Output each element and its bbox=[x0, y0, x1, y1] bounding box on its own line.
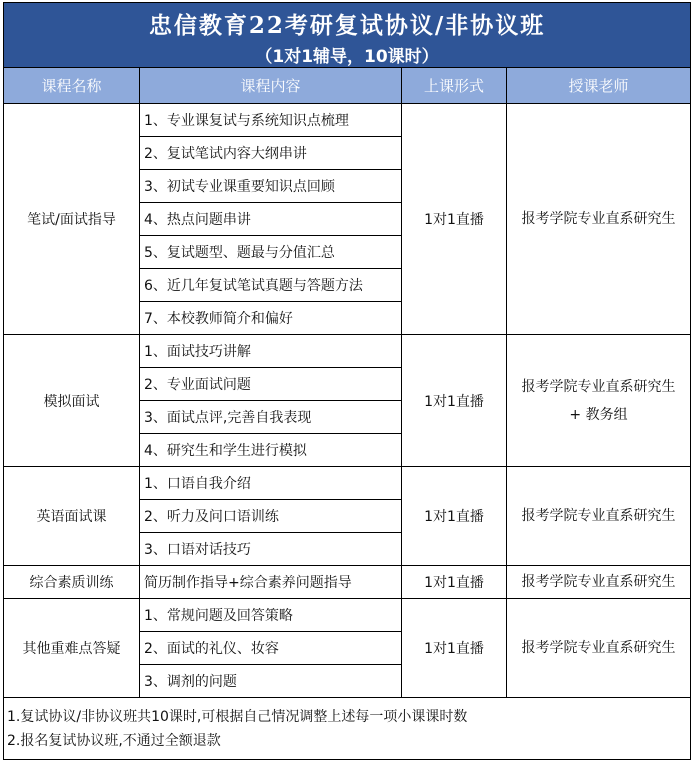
note: 1.复试协议/非协议班共10课时,可根据自己情况调整上述每一项小课课时数 bbox=[7, 708, 468, 725]
course-content-item: 3、口语对话技巧 bbox=[140, 533, 402, 566]
class-format: 1对1直播 bbox=[402, 599, 507, 698]
page-subtitle: （1对1辅导，10课时） bbox=[255, 47, 439, 67]
course-content-item: 4、热点问题串讲 bbox=[140, 203, 402, 236]
class-format: 1对1直播 bbox=[402, 104, 507, 335]
course-content-item: 2、面试的礼仪、妆容 bbox=[140, 632, 402, 665]
course-name: 模拟面试 bbox=[4, 335, 140, 467]
course-name: 其他重难点答疑 bbox=[4, 599, 140, 698]
table-row bbox=[4, 566, 691, 599]
course-content-item: 5、复试题型、题最与分值汇总 bbox=[140, 236, 402, 269]
course-content-item: 6、近几年复试笔试真题与答题方法 bbox=[140, 269, 402, 302]
teacher bbox=[507, 467, 691, 566]
table-row bbox=[4, 467, 691, 500]
teacher-name: 报考学院专业直系研究生 bbox=[521, 508, 676, 524]
table-row bbox=[4, 104, 691, 137]
course-name: 综合素质训练 bbox=[4, 566, 140, 599]
teacher-name: 报考学院专业直系研究生 bbox=[521, 574, 676, 590]
course-content-item: 3、初试专业课重要知识点回顾 bbox=[140, 170, 402, 203]
course-content-item: 3、调剂的问题 bbox=[140, 665, 402, 698]
class-format: 1对1直播 bbox=[402, 467, 507, 566]
page-title: 忠信教育22考研复试协议/非协议班 bbox=[148, 12, 546, 39]
course-content-item: 2、听力及问口语训练 bbox=[140, 500, 402, 533]
header-course-content: 课程内容 bbox=[140, 68, 402, 104]
title-cell bbox=[4, 3, 691, 68]
teacher-name: 报考学院专业直系研究生 bbox=[521, 640, 676, 656]
notes-cell bbox=[4, 698, 691, 760]
teacher bbox=[507, 104, 691, 335]
teacher bbox=[507, 599, 691, 698]
note: 2.报名复试协议班,不通过全额退款 bbox=[7, 732, 221, 749]
teacher bbox=[507, 566, 691, 599]
teacher bbox=[507, 335, 691, 467]
header-course-name: 课程名称 bbox=[4, 68, 140, 104]
header-teacher: 授课老师 bbox=[507, 68, 691, 104]
course-table bbox=[3, 2, 691, 760]
course-content-item: 2、复试笔试内容大纲串讲 bbox=[140, 137, 402, 170]
course-content-item: 2、专业面试问题 bbox=[140, 368, 402, 401]
table-row bbox=[4, 599, 691, 632]
course-content-item: 1、口语自我介绍 bbox=[140, 467, 402, 500]
course-name: 英语面试课 bbox=[4, 467, 140, 566]
teacher-extra: + 教务组 bbox=[569, 406, 628, 423]
course-content-item: 1、常规问题及回答策略 bbox=[140, 599, 402, 632]
table-row bbox=[4, 335, 691, 368]
header-format: 上课形式 bbox=[402, 68, 507, 104]
class-format: 1对1直播 bbox=[402, 335, 507, 467]
course-content-item: 4、研究生和学生进行模拟 bbox=[140, 434, 402, 467]
class-format: 1对1直播 bbox=[402, 566, 507, 599]
course-content-item: 7、本校教师简介和偏好 bbox=[140, 302, 402, 335]
teacher-name: 报考学院专业直系研究生 bbox=[521, 211, 676, 227]
course-content-item: 3、面试点评,完善自我表现 bbox=[140, 401, 402, 434]
course-content-item: 1、专业课复试与系统知识点梳理 bbox=[140, 104, 402, 137]
course-content-item: 1、面试技巧讲解 bbox=[140, 335, 402, 368]
course-name: 笔试/面试指导 bbox=[4, 104, 140, 335]
header-row bbox=[4, 68, 691, 104]
course-content-item: 简历制作指导+综合素养问题指导 bbox=[140, 566, 402, 599]
teacher-name: 报考学院专业直系研究生 bbox=[521, 378, 676, 395]
